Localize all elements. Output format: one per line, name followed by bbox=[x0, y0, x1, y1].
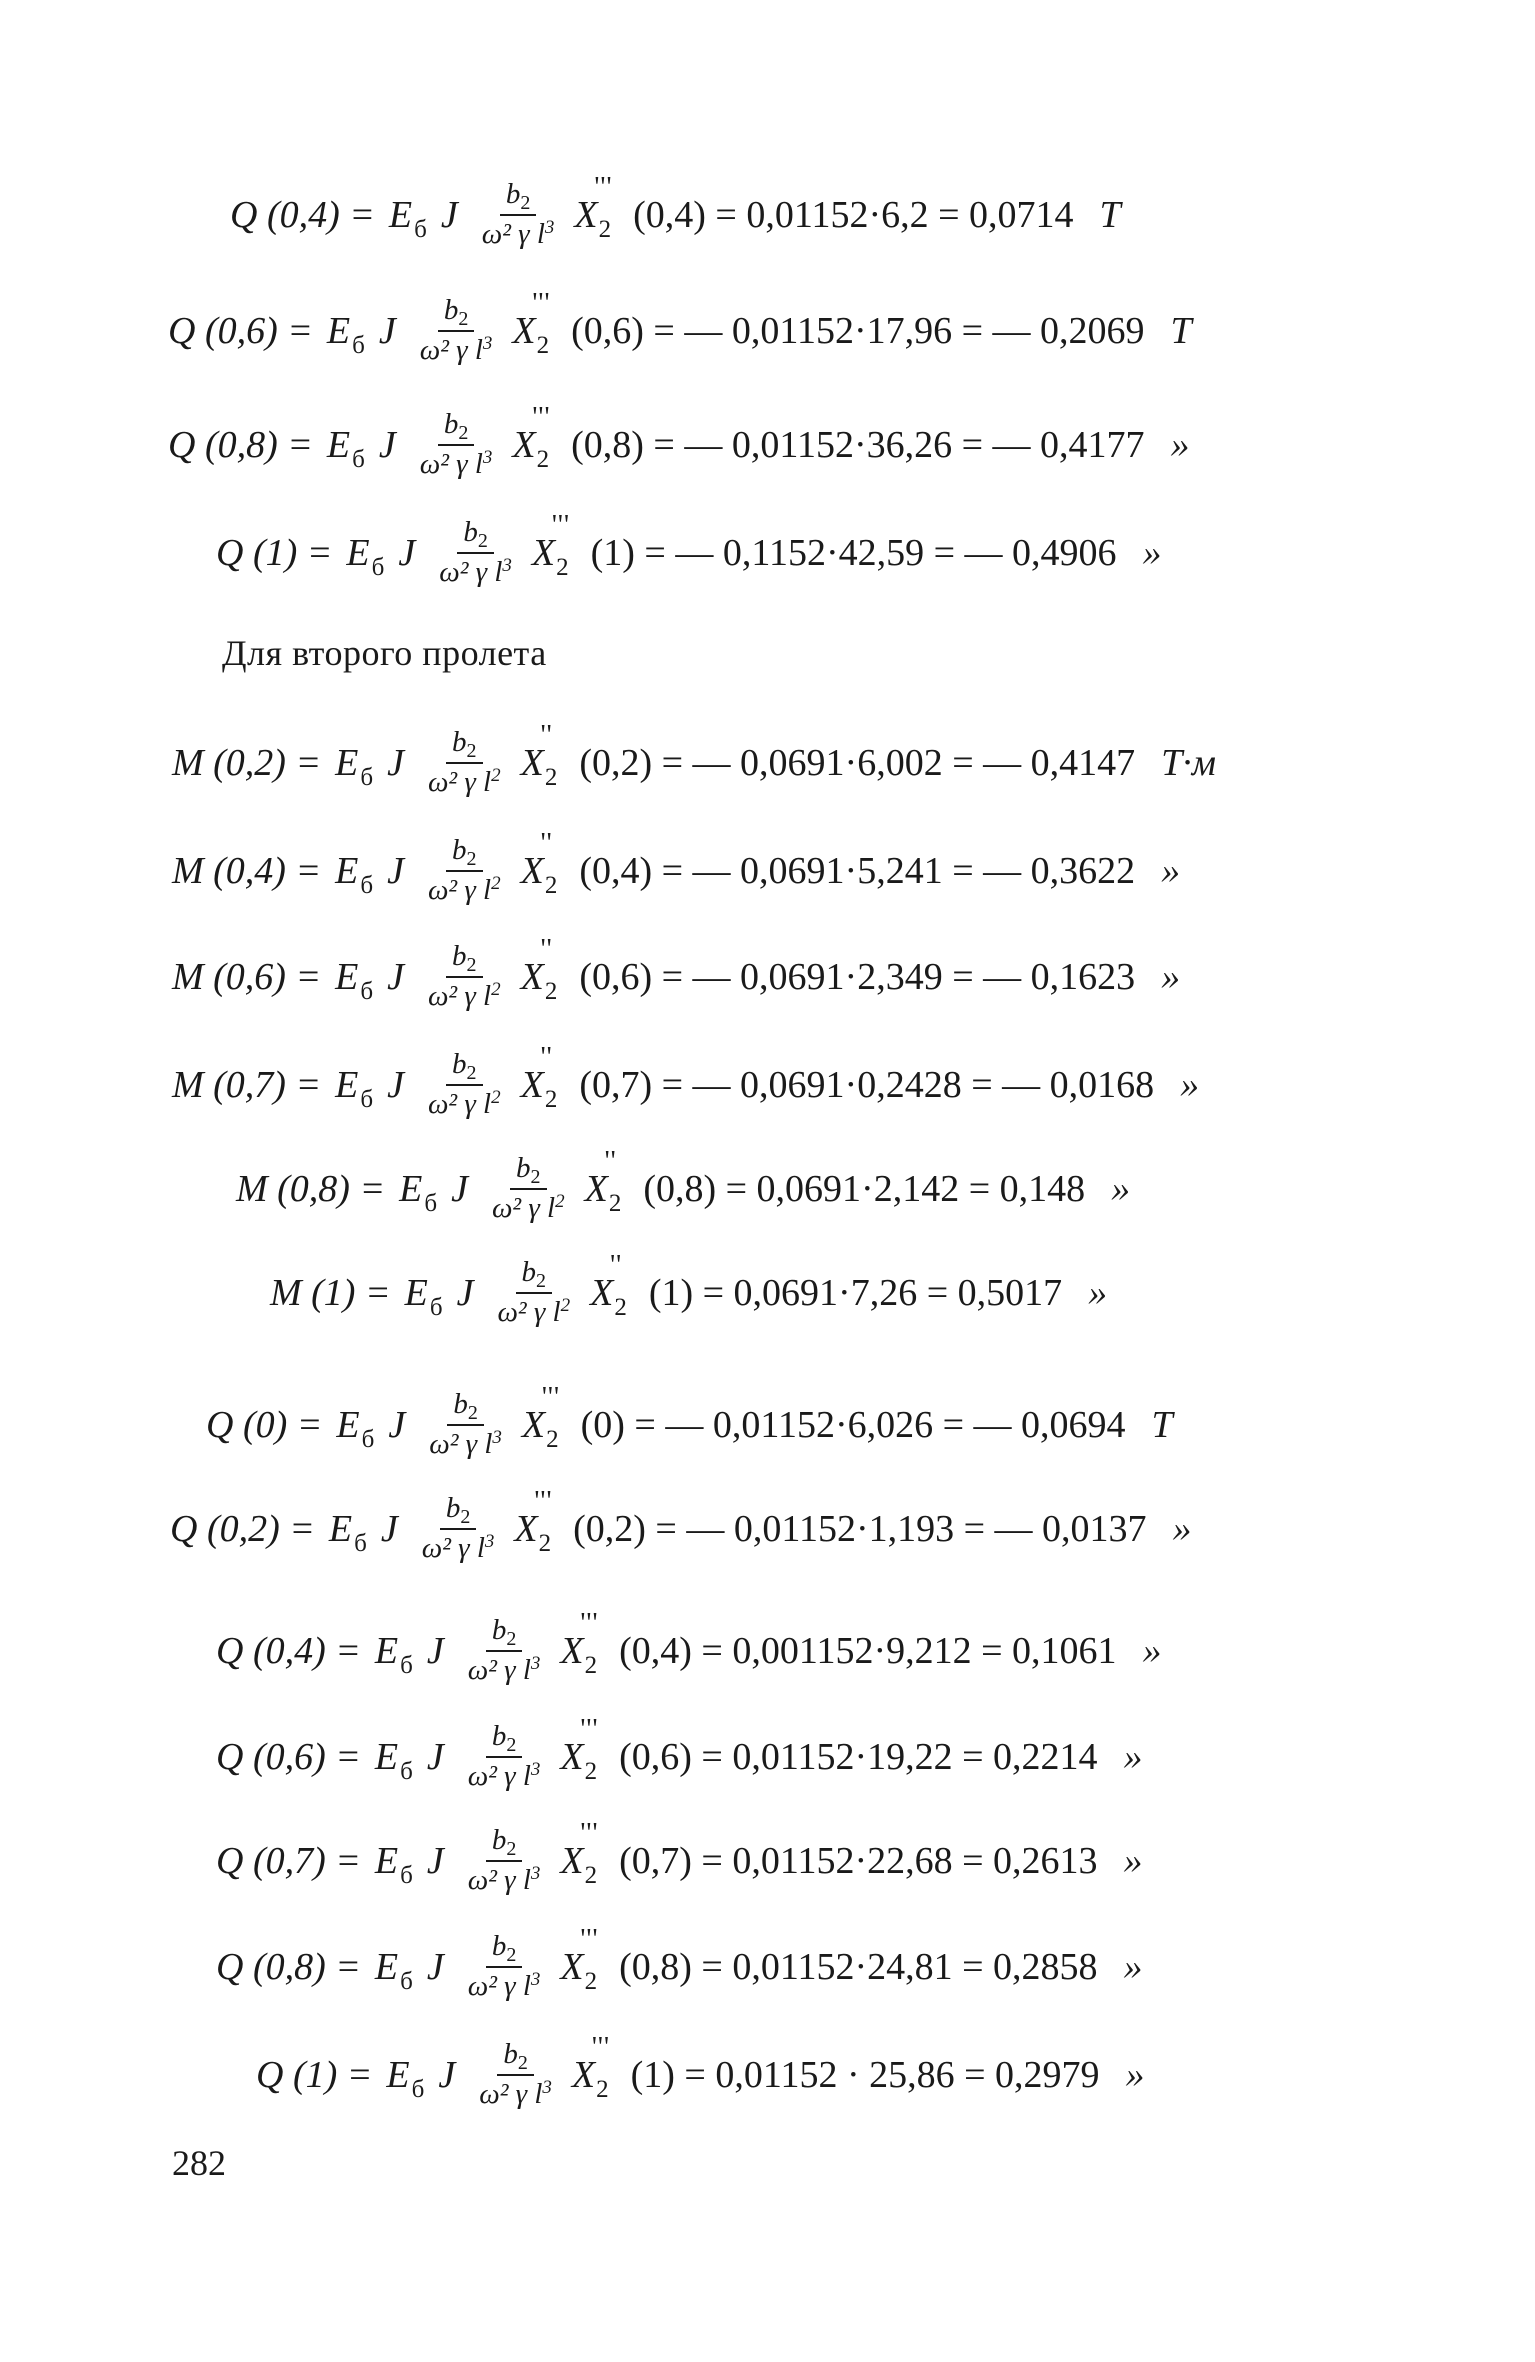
equation-result: (0,2) = — 0,0691·6,002 = — 0,4147 bbox=[579, 741, 1136, 784]
modulus-symbol: $E_б$ bbox=[374, 1629, 413, 1679]
section-heading: Для второго пролета bbox=[222, 633, 547, 673]
fraction bbox=[497, 1258, 570, 1327]
fraction-numerator: $b_2$ bbox=[446, 1050, 483, 1086]
equation-row bbox=[168, 401, 1190, 480]
inertia-symbol: J bbox=[378, 309, 396, 352]
equation-lhs: Q (1) = bbox=[216, 531, 333, 574]
fraction-numerator: $b_2$ bbox=[440, 1494, 477, 1530]
fraction-numerator: $b_2$ bbox=[446, 728, 483, 764]
modulus-symbol: $E_б$ bbox=[328, 1507, 367, 1557]
unit-label: » bbox=[1123, 1945, 1143, 1988]
unit-label: » bbox=[1142, 1629, 1162, 1672]
equation-result: (0,8) = 0,0691·2,142 = 0,148 bbox=[643, 1167, 1086, 1210]
fraction-numerator: $b_2$ bbox=[516, 1258, 553, 1294]
fraction-numerator: $b_2$ bbox=[438, 296, 475, 332]
unit-label: » bbox=[1161, 849, 1181, 892]
fraction-denominator: ω² γ $l^3$ bbox=[467, 1863, 541, 1896]
inertia-symbol: J bbox=[426, 1839, 444, 1882]
derivative-symbol: X '' $_2$ bbox=[584, 1145, 622, 1217]
fraction-numerator: $b_2$ bbox=[446, 836, 483, 872]
equation-lhs: Q (0,8) = bbox=[168, 423, 313, 466]
equation-row bbox=[172, 933, 1181, 1012]
inertia-symbol: J bbox=[440, 193, 458, 236]
derivative-symbol: X ''' $_2$ bbox=[531, 509, 571, 581]
fraction-numerator: $b_2$ bbox=[510, 1154, 547, 1190]
unit-label: T bbox=[1151, 1403, 1173, 1446]
unit-label: » bbox=[1123, 1839, 1143, 1882]
fraction-denominator: ω² γ $l^2$ bbox=[497, 1295, 571, 1328]
inertia-symbol: J bbox=[387, 955, 404, 998]
equation-lhs: M (0,7) = bbox=[172, 1063, 322, 1106]
derivative-symbol: X '' $_2$ bbox=[520, 933, 558, 1005]
fraction-numerator: $b_2$ bbox=[457, 518, 494, 554]
modulus-symbol: $E_б$ bbox=[386, 2053, 425, 2103]
inertia-symbol: J bbox=[380, 1507, 398, 1550]
derivative-symbol: X '' $_2$ bbox=[520, 827, 558, 899]
unit-label: » bbox=[1111, 1167, 1131, 1210]
fraction bbox=[492, 1154, 565, 1223]
equation-lhs: Q (0,6) = bbox=[216, 1735, 361, 1778]
fraction bbox=[482, 180, 555, 249]
fraction-numerator: $b_2$ bbox=[486, 1722, 523, 1758]
equation-row bbox=[236, 1145, 1131, 1224]
equation-result: (0,4) = — 0,0691·5,241 = — 0,3622 bbox=[579, 849, 1136, 892]
equation-result: (1) = — 0,1152·42,59 = — 0,4906 bbox=[590, 531, 1117, 574]
fraction-numerator: $b_2$ bbox=[497, 2040, 534, 2076]
equation-result: (1) = 0,01152 · 25,86 = 0,2979 bbox=[630, 2053, 1100, 2096]
equation-lhs: Q (0,4) = bbox=[230, 193, 375, 236]
equation-lhs: M (0,2) = bbox=[172, 741, 322, 784]
derivative-symbol: X ''' $_2$ bbox=[512, 401, 551, 473]
equation-lhs: Q (1) = bbox=[256, 2053, 373, 2096]
equation-row bbox=[172, 1041, 1200, 1120]
fraction bbox=[468, 1932, 541, 2001]
fraction-denominator: ω² γ $l^3$ bbox=[419, 333, 493, 366]
fraction-denominator: ω² γ $l^2$ bbox=[427, 979, 501, 1012]
fraction bbox=[428, 942, 501, 1011]
equation-result: (0) = — 0,01152·6,026 = — 0,0694 bbox=[580, 1403, 1126, 1446]
modulus-symbol: $E_б$ bbox=[399, 1167, 438, 1217]
equation-result: (0,4) = 0,01152·6,2 = 0,0714 bbox=[633, 193, 1074, 236]
derivative-symbol: X '' $_2$ bbox=[520, 1041, 558, 1113]
modulus-symbol: $E_б$ bbox=[374, 1839, 413, 1889]
modulus-symbol: $E_б$ bbox=[326, 423, 365, 473]
equation-row bbox=[230, 171, 1121, 250]
inertia-symbol: J bbox=[426, 1945, 444, 1988]
equation-lhs: M (0,8) = bbox=[236, 1167, 386, 1210]
derivative-symbol: X '' $_2$ bbox=[520, 719, 558, 791]
inertia-symbol: J bbox=[426, 1629, 444, 1672]
fraction-denominator: ω² γ $l^3$ bbox=[429, 1427, 502, 1460]
inertia-symbol: J bbox=[426, 1735, 444, 1778]
equation-row bbox=[206, 1381, 1173, 1460]
fraction bbox=[468, 1722, 541, 1791]
fraction bbox=[468, 1826, 541, 1895]
fraction bbox=[422, 1494, 495, 1563]
equation-row bbox=[170, 1485, 1192, 1564]
fraction-denominator: ω² γ $l^3$ bbox=[419, 447, 493, 480]
equation-lhs: Q (0,7) = bbox=[216, 1839, 361, 1882]
unit-label: » bbox=[1180, 1063, 1200, 1106]
inertia-symbol: J bbox=[387, 1063, 404, 1106]
equation-row bbox=[172, 719, 1217, 798]
equation-row bbox=[172, 827, 1181, 906]
fraction bbox=[468, 1616, 541, 1685]
equation-result: (0,6) = — 0,0691·2,349 = — 0,1623 bbox=[579, 955, 1136, 998]
modulus-symbol: $E_б$ bbox=[335, 1063, 374, 1113]
equation-lhs: M (0,6) = bbox=[172, 955, 322, 998]
equation-result: (0,6) = — 0,01152·17,96 = — 0,2069 bbox=[571, 309, 1145, 352]
unit-label: T bbox=[1099, 193, 1121, 236]
equation-lhs: Q (0,8) = bbox=[216, 1945, 361, 1988]
fraction-denominator: ω² γ $l^3$ bbox=[467, 1969, 541, 2002]
fraction-denominator: ω² γ $l^2$ bbox=[427, 1087, 501, 1120]
inertia-symbol: J bbox=[388, 1403, 406, 1446]
fraction bbox=[479, 2040, 552, 2109]
fraction-denominator: ω² γ $l^2$ bbox=[427, 765, 501, 798]
modulus-symbol: $E_б$ bbox=[374, 1945, 413, 1995]
fraction-denominator: ω² γ $l^3$ bbox=[479, 2077, 552, 2110]
fraction-denominator: ω² γ $l^2$ bbox=[427, 873, 501, 906]
equation-lhs: M (0,4) = bbox=[172, 849, 322, 892]
equation-lhs: Q (0,4) = bbox=[216, 1629, 361, 1672]
equation-result: (0,6) = 0,01152·19,22 = 0,2214 bbox=[619, 1735, 1098, 1778]
fraction-numerator: $b_2$ bbox=[447, 1390, 484, 1426]
derivative-symbol: X ''' $_2$ bbox=[512, 287, 551, 359]
page-number: 282 bbox=[172, 2143, 226, 2183]
fraction-numerator: $b_2$ bbox=[438, 410, 475, 446]
equation-result: (1) = 0,0691·7,26 = 0,5017 bbox=[648, 1271, 1063, 1314]
equation-result: (0,2) = — 0,01152·1,193 = — 0,0137 bbox=[573, 1507, 1147, 1550]
unit-label: » bbox=[1142, 531, 1162, 574]
unit-label: T bbox=[1170, 309, 1192, 352]
derivative-symbol: X ''' $_2$ bbox=[560, 1817, 599, 1889]
equation-result: (0,4) = 0,001152·9,212 = 0,1061 bbox=[619, 1629, 1117, 1672]
derivative-symbol: X '' $_2$ bbox=[590, 1249, 627, 1321]
unit-label: » bbox=[1161, 955, 1181, 998]
modulus-symbol: $E_б$ bbox=[335, 955, 374, 1005]
derivative-symbol: X ''' $_2$ bbox=[514, 1485, 553, 1557]
modulus-symbol: $E_б$ bbox=[404, 1271, 443, 1321]
fraction-denominator: ω² γ $l^3$ bbox=[467, 1759, 541, 1792]
inertia-symbol: J bbox=[398, 531, 416, 574]
modulus-symbol: $E_б$ bbox=[326, 309, 365, 359]
unit-label: » bbox=[1088, 1271, 1108, 1314]
unit-label: » bbox=[1125, 2053, 1145, 2096]
fraction-numerator: $b_2$ bbox=[446, 942, 483, 978]
unit-label: T·м bbox=[1161, 741, 1217, 784]
modulus-symbol: $E_б$ bbox=[388, 193, 427, 243]
derivative-symbol: X ''' $_2$ bbox=[560, 1923, 599, 1995]
fraction bbox=[420, 410, 493, 479]
equation-row bbox=[216, 1607, 1162, 1686]
equation-row bbox=[216, 1923, 1143, 2002]
equation-lhs: Q (0,6) = bbox=[168, 309, 313, 352]
fraction-denominator: ω² γ $l^3$ bbox=[439, 555, 512, 588]
equation-lhs: Q (0) = bbox=[206, 1403, 323, 1446]
equation-row bbox=[216, 1713, 1143, 1792]
inertia-symbol: J bbox=[378, 423, 396, 466]
equation-row bbox=[168, 287, 1192, 366]
fraction-denominator: ω² γ $l^3$ bbox=[421, 1531, 495, 1564]
fraction bbox=[439, 518, 512, 587]
modulus-symbol: $E_б$ bbox=[346, 531, 385, 581]
equation-row bbox=[270, 1249, 1108, 1328]
inertia-symbol: J bbox=[451, 1167, 468, 1210]
unit-label: » bbox=[1123, 1735, 1143, 1778]
inertia-symbol: J bbox=[387, 741, 404, 784]
equation-result: (0,7) = 0,01152·22,68 = 0,2613 bbox=[619, 1839, 1098, 1882]
derivative-symbol: X ''' $_2$ bbox=[571, 2031, 611, 2103]
equation-row bbox=[216, 1817, 1143, 1896]
equation-lhs: Q (0,2) = bbox=[170, 1507, 315, 1550]
inertia-symbol: J bbox=[438, 2053, 456, 2096]
equation-result: (0,8) = — 0,01152·36,26 = — 0,4177 bbox=[571, 423, 1145, 466]
fraction bbox=[428, 1050, 501, 1119]
fraction-numerator: $b_2$ bbox=[500, 180, 537, 216]
equation-row bbox=[216, 509, 1162, 588]
fraction bbox=[428, 728, 501, 797]
modulus-symbol: $E_б$ bbox=[335, 849, 374, 899]
unit-label: » bbox=[1170, 423, 1190, 466]
derivative-symbol: X ''' $_2$ bbox=[521, 1381, 561, 1453]
fraction bbox=[420, 296, 493, 365]
derivative-symbol: X ''' $_2$ bbox=[574, 171, 613, 243]
unit-label: » bbox=[1172, 1507, 1192, 1550]
fraction-numerator: $b_2$ bbox=[486, 1932, 523, 1968]
fraction-denominator: ω² γ $l^3$ bbox=[467, 1653, 541, 1686]
derivative-symbol: X ''' $_2$ bbox=[560, 1607, 599, 1679]
derivative-symbol: X ''' $_2$ bbox=[560, 1713, 599, 1785]
fraction bbox=[428, 836, 501, 905]
modulus-symbol: $E_б$ bbox=[335, 741, 374, 791]
modulus-symbol: $E_б$ bbox=[336, 1403, 375, 1453]
inertia-symbol: J bbox=[456, 1271, 474, 1314]
fraction-denominator: ω² γ $l^2$ bbox=[491, 1191, 565, 1224]
fraction-numerator: $b_2$ bbox=[486, 1826, 523, 1862]
equation-row bbox=[256, 2031, 1145, 2110]
fraction bbox=[429, 1390, 502, 1459]
equation-result: (0,8) = 0,01152·24,81 = 0,2858 bbox=[619, 1945, 1098, 1988]
modulus-symbol: $E_б$ bbox=[374, 1735, 413, 1785]
fraction-denominator: ω² γ $l^3$ bbox=[481, 217, 555, 250]
equation-lhs: M (1) = bbox=[270, 1271, 391, 1314]
equation-result: (0,7) = — 0,0691·0,2428 = — 0,0168 bbox=[579, 1063, 1155, 1106]
fraction-numerator: $b_2$ bbox=[486, 1616, 523, 1652]
inertia-symbol: J bbox=[387, 849, 404, 892]
